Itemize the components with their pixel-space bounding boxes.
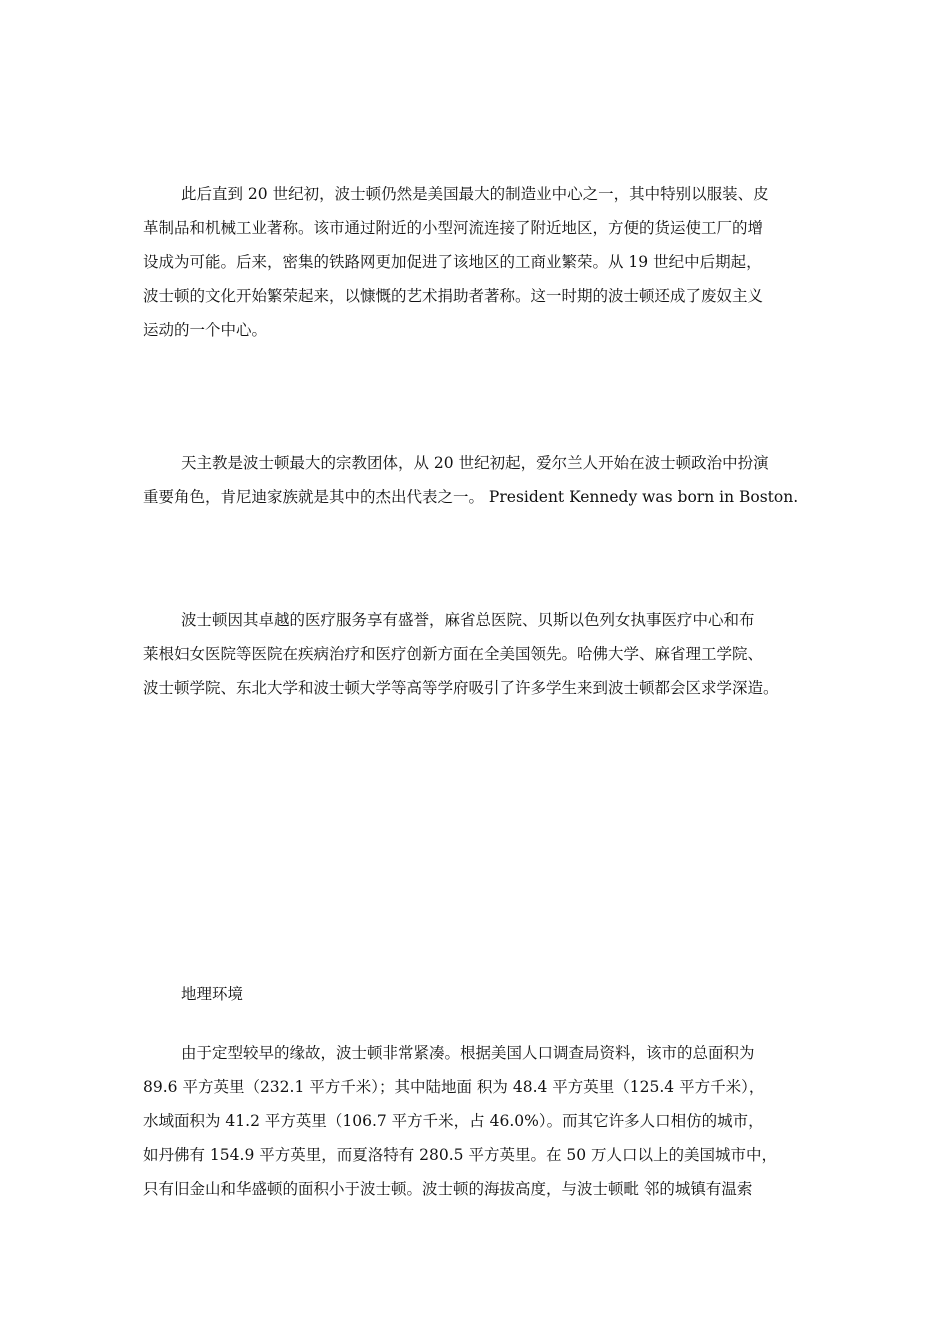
text-line: 天主教是波士顿最大的宗教团体，从 20 世纪初起，爱尔兰人开始在波士顿政治中扮演 — [181, 454, 769, 472]
paragraph-geography — [143, 1036, 823, 1206]
text-line: 此后直到 20 世纪初，波士顿仍然是美国最大的制造业中心之一，其中特别以服装、皮 — [181, 185, 769, 203]
text-line: 重要角色，肯尼迪家族就是其中的杰出代表之一。 President Kennedy was born in Boston. — [143, 488, 799, 506]
text-line: 89.6 平方英里（232.1 平方千米）；其中陆地面 积为 48.4 平方英里（125.4 平方千米）， — [143, 1078, 765, 1096]
text-line: 如丹佛有 154.9 平方英里，而夏洛特有 280.5 平方英里。在 50 万人口以上的美国城市中， — [143, 1146, 778, 1164]
text-line: 波士顿因其卓越的医疗服务享有盛誉，麻省总医院、贝斯以色列女执事医疗中心和布 — [181, 611, 755, 629]
text-line: 由于定型较早的缘故，波士顿非常紧凑。根据美国人口调查局资料，该市的总面积为 — [181, 1044, 755, 1062]
text-line: 革制品和机械工业著称。该市通过附近的小型河流连接了附近地区，方便的货运使工厂的增 — [143, 219, 764, 237]
text-line: 波士顿学院、东北大学和波士顿大学等高等学府吸引了许多学生来到波士顿都会区求学深造。 — [143, 679, 779, 697]
paragraph-manufacturing-history — [143, 177, 823, 347]
paragraph-religion — [143, 446, 823, 514]
section-heading: 地理环境 — [181, 985, 244, 1003]
text-line: 设成为可能。后来，密集的铁路网更加促进了该地区的工商业繁荣。从 19 世纪中后期起， — [143, 253, 762, 271]
text-line: 运动的一个中心。 — [143, 321, 268, 339]
text-line: 只有旧金山和华盛顿的面积小于波士顿。波士顿的海拔高度，与波士顿毗 邻的城镇有温索 — [143, 1180, 753, 1198]
text-line: 莱根妇女医院等医院在疾病治疗和医疗创新方面在全美国领先。哈佛大学、麻省理工学院、 — [143, 645, 764, 663]
text-line: 波士顿的文化开始繁荣起来，以慷慨的艺术捐助者著称。这一时期的波士顿还成了废奴主义 — [143, 287, 764, 305]
paragraph-medical-education — [143, 603, 823, 705]
text-line: 水域面积为 41.2 平方英里（106.7 平方千米，占 46.0%）。而其它许多人口相仿的城市， — [143, 1112, 764, 1130]
